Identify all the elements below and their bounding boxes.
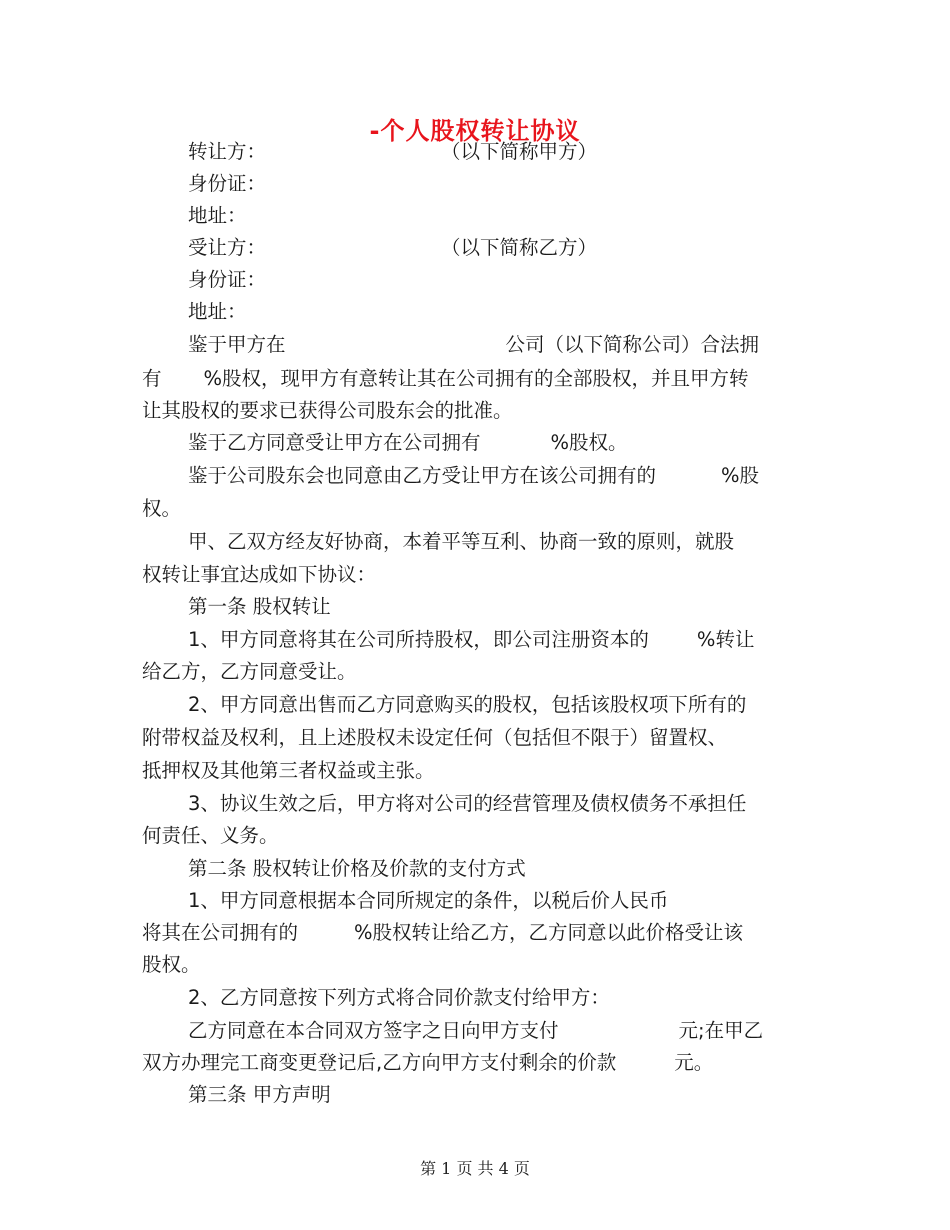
text-segment: %股权转让给乙方，乙方同意以此价格受让该 bbox=[354, 921, 744, 944]
text-segment: 第一条 股权转让 bbox=[188, 595, 331, 618]
text-segment: 双方办理完工商变更登记后,乙方向甲方支付剩余的价款 bbox=[142, 1051, 617, 1074]
text-line bbox=[142, 1051, 807, 1075]
text-segment: 1、甲方同意将其在公司所持股权，即公司注册资本的 bbox=[188, 628, 649, 651]
text-line bbox=[188, 140, 808, 164]
text-segment: 地址： bbox=[188, 204, 247, 227]
text-segment: 2、甲方同意出售而乙方同意购买的股权，包括该股权项下所有的 bbox=[188, 693, 747, 716]
text-segment: 元。 bbox=[674, 1051, 714, 1074]
text-line bbox=[188, 236, 808, 260]
text-segment: 公司（以下简称公司）合法拥 bbox=[505, 333, 760, 356]
text-segment: 1、甲方同意根据本合同所规定的条件，以税后价人民币 bbox=[188, 889, 669, 912]
text-segment: 甲、乙双方经友好协商，本着平等互利、协商一致的原则，就股 bbox=[188, 530, 735, 553]
text-segment: （以下简称甲方） bbox=[441, 140, 598, 163]
text-segment: 身份证： bbox=[188, 172, 267, 195]
text-line bbox=[188, 300, 808, 324]
text-line bbox=[188, 693, 808, 717]
text-line bbox=[188, 986, 808, 1010]
text-line bbox=[188, 268, 808, 292]
text-segment: 有 bbox=[142, 367, 162, 390]
text-segment: 将其在公司拥有的 bbox=[142, 921, 299, 944]
text-line bbox=[142, 660, 807, 684]
text-line bbox=[142, 824, 807, 848]
text-segment: （以下简称乙方） bbox=[441, 236, 598, 259]
text-line bbox=[188, 889, 808, 913]
text-segment: %股 bbox=[721, 464, 760, 487]
text-line bbox=[188, 431, 808, 455]
text-line bbox=[142, 953, 807, 977]
text-segment: 鉴于公司股东会也同意由乙方受让甲方在该公司拥有的 bbox=[188, 464, 657, 487]
text-line bbox=[188, 628, 808, 652]
text-line bbox=[188, 1019, 808, 1043]
text-segment: 何责任、义务。 bbox=[142, 824, 279, 847]
text-line bbox=[142, 399, 807, 423]
text-line bbox=[188, 530, 808, 554]
text-line bbox=[188, 333, 808, 357]
text-segment: 让其股权的要求已获得公司股东会的批准。 bbox=[142, 399, 513, 422]
text-segment: 鉴于乙方同意受让甲方在公司拥有 bbox=[188, 431, 481, 454]
text-segment: 2、乙方同意按下列方式将合同价款支付给甲方： bbox=[188, 986, 610, 1009]
text-line bbox=[142, 497, 807, 521]
text-segment: 鉴于甲方在 bbox=[188, 333, 286, 356]
text-segment: 股权。 bbox=[142, 953, 201, 976]
text-segment: 3、协议生效之后，甲方将对公司的经营管理及债权债务不承担任 bbox=[188, 792, 747, 815]
text-segment: 第三条 甲方声明 bbox=[188, 1083, 331, 1106]
page-footer: 第 1 页 共 4 页 bbox=[420, 1159, 530, 1178]
text-line bbox=[142, 921, 807, 945]
text-segment: 受让方： bbox=[188, 236, 267, 259]
text-segment: 乙方同意在本合同双方签字之日向甲方支付 bbox=[188, 1019, 559, 1042]
text-line bbox=[188, 204, 808, 228]
text-segment: 权转让事宜达成如下协议： bbox=[142, 563, 377, 586]
text-line bbox=[188, 172, 808, 196]
text-segment: 附带权益及权利，且上述股权未设定任何（包括但不限于）留置权、 bbox=[142, 726, 728, 749]
text-line bbox=[142, 759, 807, 783]
text-line bbox=[188, 464, 808, 488]
text-segment: 抵押权及其他第三者权益或主张。 bbox=[142, 759, 435, 782]
text-segment: 给乙方，乙方同意受让。 bbox=[142, 660, 357, 683]
document-title: -个人股权转让协议 bbox=[369, 117, 581, 145]
text-segment: 转让方： bbox=[188, 140, 267, 163]
text-segment: 元;在甲乙 bbox=[678, 1019, 764, 1042]
text-segment: %股权。 bbox=[550, 431, 628, 454]
text-line bbox=[188, 1083, 808, 1107]
text-segment: 身份证： bbox=[188, 268, 267, 291]
text-segment: 第二条 股权转让价格及价款的支付方式 bbox=[188, 857, 526, 880]
text-line bbox=[188, 595, 808, 619]
text-segment: 地址： bbox=[188, 300, 247, 323]
text-line bbox=[188, 857, 808, 881]
text-line bbox=[188, 792, 808, 816]
text-line bbox=[142, 563, 807, 587]
text-segment: %转让 bbox=[696, 628, 755, 651]
text-line bbox=[142, 726, 807, 750]
text-segment: %股权，现甲方有意转让其在公司拥有的全部股权，并且甲方转 bbox=[203, 367, 749, 390]
text-segment: 权。 bbox=[142, 497, 182, 520]
text-line bbox=[142, 367, 807, 391]
